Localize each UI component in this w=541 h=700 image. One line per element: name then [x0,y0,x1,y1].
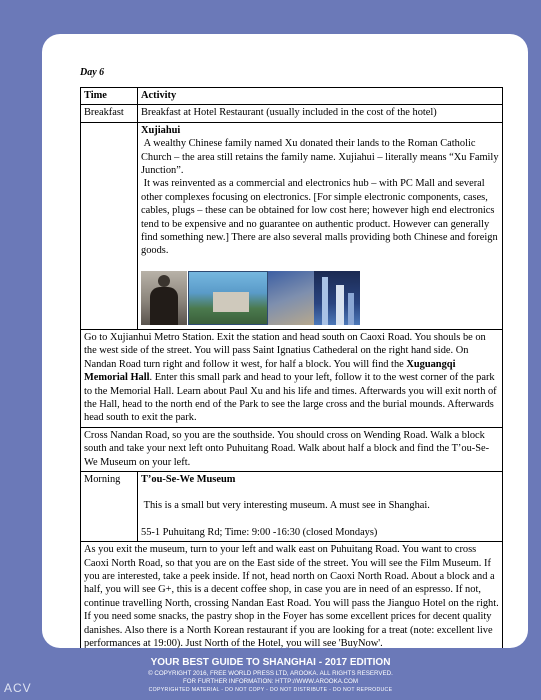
table-row [81,427,503,471]
table-row [81,471,503,541]
watermark: ACV [4,681,32,695]
breakfast-activity: Breakfast at Hotel Restaurant (usually included in the cost of the hotel) [138,105,503,122]
footer-title: YOUR BEST GUIDE TO SHANGHAI - 2017 EDITION [150,657,391,668]
museum-title: T’ou-Se-We Museum [141,473,236,485]
footer-copyright: © COPYRIGHT 2016, FREE WORLD PRESS LTD, AROOKA. ALL RIGHTS RESERVED. [148,670,393,677]
page-card [42,34,528,648]
itinerary-table [80,87,503,648]
museum-cell [138,471,503,541]
collage-photo [268,271,314,325]
museum-address: 55-1 Puhuitang Rd; Time: 9:00 -16:30 (closed Mondays) [141,526,378,538]
xujiahui-title: Xujiahui [141,124,181,136]
table-row [81,329,503,427]
empty-time-cell [81,122,138,329]
xujiahui-cell [138,122,503,329]
directions-1: Go to Xujianhui Metro Station. Exit the station and head south on Caoxi Road. You shouls be on the west side of the street. You will pass Saint Ignatius Cathederal on the right hand side. On Nandan Road turn right and follow it west, for half a block. You will find the Xuguangqi Memorial Hall. Enter this small park and head to your left, follow it to the west corner of the park to the Memorial Hall. Learn about Paul Xu and his life and times. Afterwards you will exit north of the Hall, head to the north end of the Park to see the large cross and the burial mounds. Afterwards head south to exit the park. [81,329,503,427]
table-row [81,122,503,329]
day-heading: Day 6 [80,67,105,78]
xujiahui-paragraph-2: It was reinvented as a commercial and electronics hub – with PC Mall and several other complexes focusing on electronics. [For simple electronic components, cases, cables, plugs – these can be obtained for low cost here; however high end electronics tend to be expensive and no guarantee on authentic product. However can generally find something new.] There are also several malls providing both Chinese and foreign goods. [141,178,498,257]
directions-2: Cross Nandan Road, so you are the southside. You should cross on Wending Road. Walk a block south and take your next left onto Puhuitang Road. Walk about half a block and find the T’ou-Se-We Museum on your left. [81,427,503,471]
portrait-photo [141,271,187,325]
header-activity: Activity [138,88,503,105]
memorial-hall-name: Xuguangqi Memorial Hall [84,358,456,384]
table-row [81,105,503,122]
table-header-row [81,88,503,105]
museum-description: This is a small but very interesting museum. A must see in Shanghai. [143,500,430,512]
breakfast-time: Breakfast [81,105,138,122]
skyline-photo [314,271,360,325]
footer-notice: COPYRIGHTED MATERIAL - DO NOT COPY - DO NOT DISTRIBUTE - DO NOT REPRODUCE [148,687,393,693]
photo-collage [141,269,499,327]
morning-time: Morning [81,471,138,541]
header-time: Time [81,88,138,105]
footer-info-link: FOR FURTHER INFORMATION: HTTP://WWW.AROOKA.COM [182,678,359,685]
directions-3: As you exit the museum, turn to your left and walk east on Puhuitang Road. You want to cross Caoxi North Road, so that you are on the East side of the street. You will see the Film Museum. If you are interested, take a peek inside. If not, head north on Caoxi North Road. About a block and a half, you will see G+, this is a decent coffee shop, in case you are in need of an espresso. If not, continue travelling North, crossing Nandan East Road. You will pass the Jianguo Hotel on the right. If you need some snacks, the pastry shop in the Foyer has some excellent prices for decent quality danishes. Also there is a North Korean restaurant if you are looking for a treat (note: excellent live performances at 19:00). Just North of the Hotel, you will see 'BuyNow'. [81,542,503,648]
xujiahui-paragraph-1: A wealthy Chinese family named Xu donated their lands to the Roman Catholic Church – the area still retains the family name. Xujiahui – literally means “Xu Family Junction”. [141,138,499,177]
park-photo [188,271,268,325]
table-row [81,542,503,648]
